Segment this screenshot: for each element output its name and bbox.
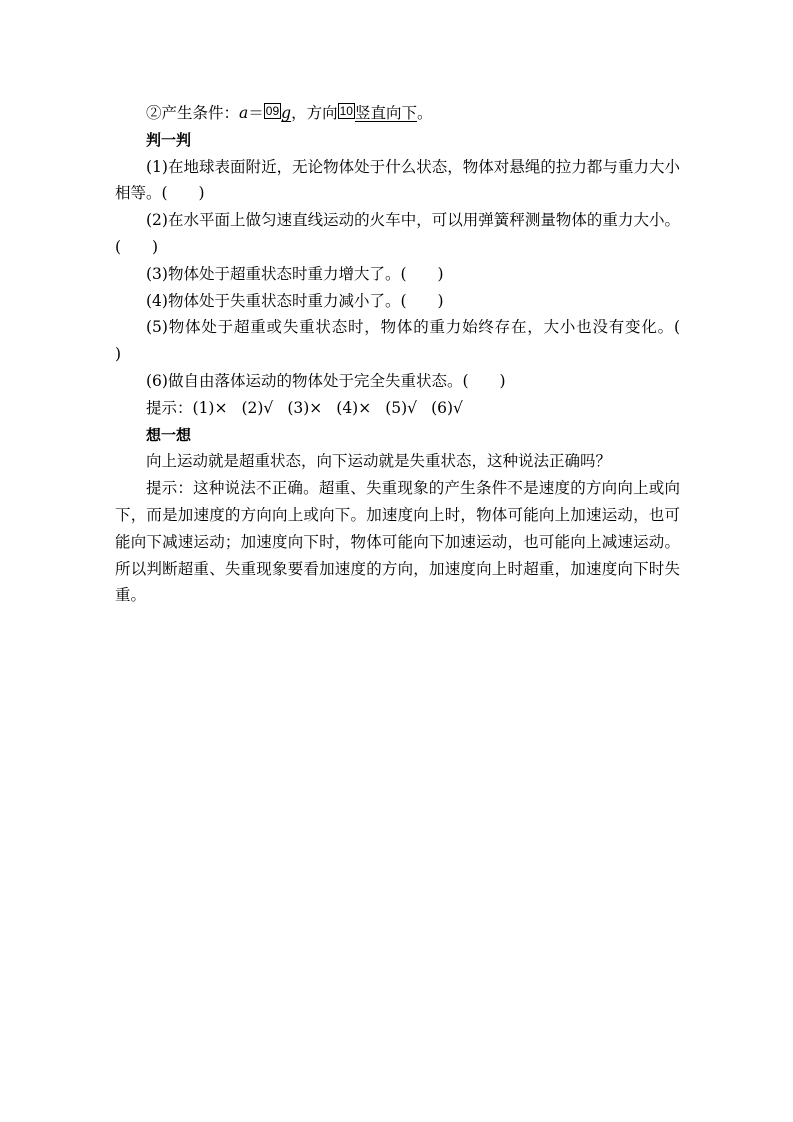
condition-end: 。 [416,104,433,122]
condition-line [115,100,680,127]
judge-item-2: (2)在水平面上做匀速直线运动的火车中，可以用弹簧秤测量物体的重力大小。( ) [115,211,680,256]
judge-item-6: (6)做自由落体运动的物体处于完全失重状态。( ) [146,371,506,390]
judge-item-4: (4)物体处于失重状态时重力减小了。( ) [146,291,444,310]
document-page [115,100,712,609]
judge-answers [115,395,680,422]
answer-4: (4)× [336,398,372,417]
think-answer: 提示：这种说法不正确。超重、失重现象的产生条件不是速度的方向向上或向下，而是加速度的方向向上或向下。加速度向上时，物体可能向上加速运动，也可能向下减速运动；加速度向下时，物体可能向下加速运动，也可能向上减速运动。所以判断超重、失重现象要看加速度的方向，加速度向上时超重，加速度向下时失重。 [115,479,680,605]
answer-5: (5)√ [385,398,418,417]
blank-10-text: 竖直向下 [354,104,417,122]
think-heading: 想一想 [146,425,192,444]
judge-item-3: (3)物体处于超重状态时重力增大了。( ) [146,264,444,283]
equals-sign: ＝ [248,104,264,122]
think-question: 向上运动就是超重状态，向下运动就是失重状态，这种说法正确吗？ [146,452,612,471]
hint-label: 提示： [146,398,193,417]
blank-10 [338,104,417,122]
condition-direction-label: ，方向 [291,104,338,122]
condition-prefix: ②产生条件： [146,104,240,122]
judge-item-1: (1)在地球表面附近，无论物体处于什么状态，物体对悬绳的拉力都与重力大小相等。( ) [115,157,680,203]
variable-g: g [281,104,292,122]
blank-number-09: 09 [265,104,280,118]
variable-a: a [239,104,249,122]
answer-3: (3)× [287,398,323,417]
answer-2: (2)√ [241,398,274,417]
blank-09 [264,104,291,122]
blank-number-10: 10 [339,104,353,118]
answer-1: (1)× [192,398,228,417]
judge-item-5: (5)物体处于超重或失重状态时，物体的重力始终存在，大小也没有变化。( ) [115,318,712,364]
answer-6: (6)√ [431,398,463,417]
judge-heading: 判一判 [146,130,192,149]
